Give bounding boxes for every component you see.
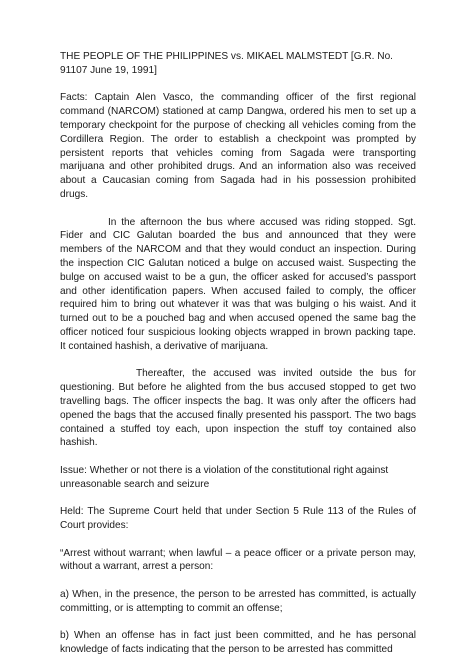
bus-inspection-paragraph: In the afternoon the bus where accused was riding stopped. Sgt. Fider and CIC Galutan boarded the bus and announced that they were members of the NARCOM and that they would conduct an inspection. During the inspection CIC Galutan noticed a bulge on accused waist. Suspecting the bulge on accused waist to be a gun, the officer asked for accused’s passport and other identification papers. When accused failed to comply, the officer required him to bring out whatever it was that was bulging o his waist. And it turned out to be a pouched bag and when accused opened the same bag the officer noticed four suspicious looking objects wrapped in brown packing tape. It contained hashish, a derivative of marijuana. [60, 216, 416, 352]
document-content [60, 50, 416, 671]
rule-item-b: b) When an offense has in fact just been committed, and he has personal knowledge of facts indicating that the person to be arrested has committed [60, 630, 416, 656]
case-title: THE PEOPLE OF THE PHILIPPINES vs. MIKAEL MALMSTEDT [G.R. No. 91107 June 19, 1991] [60, 51, 393, 76]
facts-paragraph: Facts: Captain Alen Vasco, the commanding officer of the first regional command (NARCOM) stationed at camp Dangwa, ordered his men to set up a temporary checkpoint for the purpose of checking all vehicles coming from the Cordillera Region. The order to establish a checkpoint was prompted by persistent reports that vehicles coming from Sagada were transporting marijuana and other prohibited drugs. And an information also was received about a Caucasian coming from Sagada had in his possession prohibited drugs. [60, 92, 416, 200]
rule-quote-paragraph: “Arrest without warrant; when lawful – a peace officer or a private person may, without a warrant, arrest a person: [60, 547, 416, 573]
bags-inspection-paragraph: Thereafter, the accused was invited outside the bus for questioning. But before he alighted from the bus accused stopped to get two travelling bags. The officer inspects the bag. It was only after the officers had opened the bags that the accused finally presented his passport. The two bags contained a stuffed toy each, upon inspection the stuff toy contained also hashish. [60, 368, 416, 449]
issue-paragraph: Issue: Whether or not there is a violation of the constitutional right against unreasonable search and seizure [60, 464, 389, 490]
held-paragraph: Held: The Supreme Court held that under Section 5 Rule 113 of the Rules of Court provides: [60, 506, 416, 532]
rule-item-a: a) When, in the presence, the person to be arrested has committed, is actually committing, or is attempting to commit an offense; [60, 589, 416, 614]
